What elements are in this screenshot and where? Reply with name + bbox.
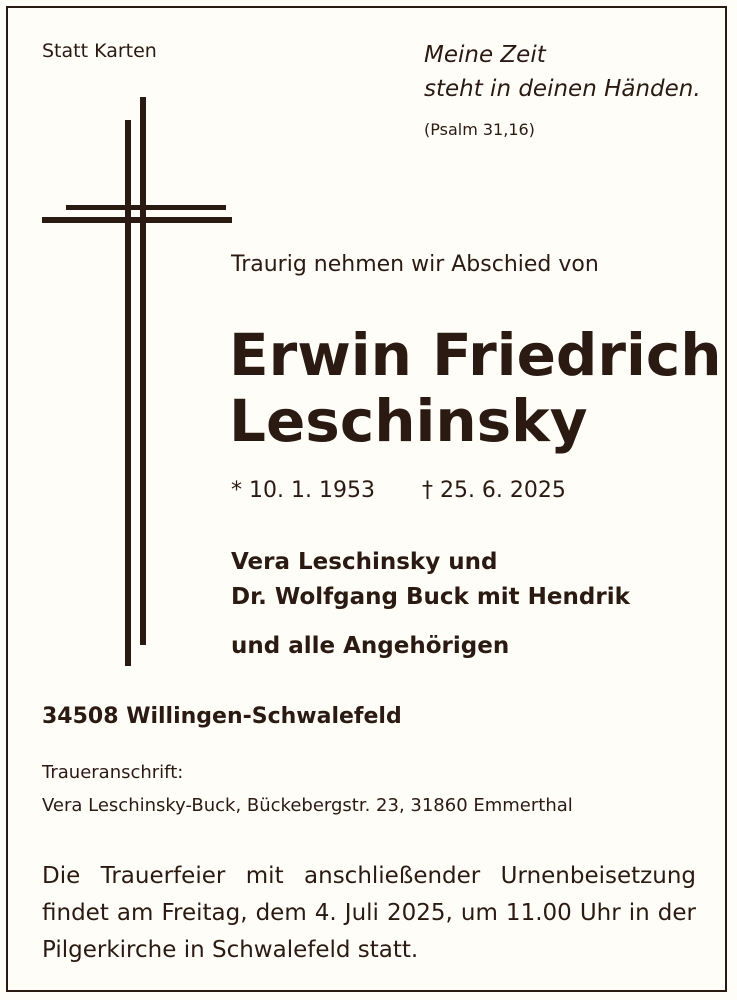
death-date: † 25. 6. 2025 (421, 478, 566, 503)
address-label: Traueranschrift: (42, 762, 184, 783)
mourner-line-2: Dr. Wolfgang Buck mit Hendrik (231, 584, 630, 610)
verse-source: (Psalm 31,16) (424, 120, 535, 139)
statt-karten-label: Statt Karten (42, 40, 157, 62)
birth-date: * 10. 1. 1953 (231, 478, 375, 503)
verse (424, 38, 701, 106)
relatives-line: und alle Angehörigen (231, 633, 510, 659)
service-details: Die Trauerfeier mit anschließender Urnenbeisetzung findet am Freitag, dem 4. Juli 2025, um 11.00 Uhr in der Pilgerkirche in Schwalefeld statt. (42, 863, 696, 963)
verse-line-2: steht in deinen Händen. (424, 76, 701, 102)
mourner-line-1: Vera Leschinsky und (231, 549, 498, 575)
intro-text: Traurig nehmen wir Abschied von (231, 252, 599, 277)
mourning-address: Vera Leschinsky-Buck, Bückebergstr. 23, 31860 Emmerthal (42, 795, 573, 816)
place-line: 34508 Willingen-Schwalefeld (42, 704, 402, 729)
name-line-1: Erwin Friedrich (229, 321, 722, 389)
deceased-name (229, 322, 722, 454)
name-line-2: Leschinsky (229, 387, 588, 455)
mourners (231, 545, 630, 615)
verse-line-1: Meine Zeit (424, 42, 546, 68)
life-dates (231, 478, 566, 503)
